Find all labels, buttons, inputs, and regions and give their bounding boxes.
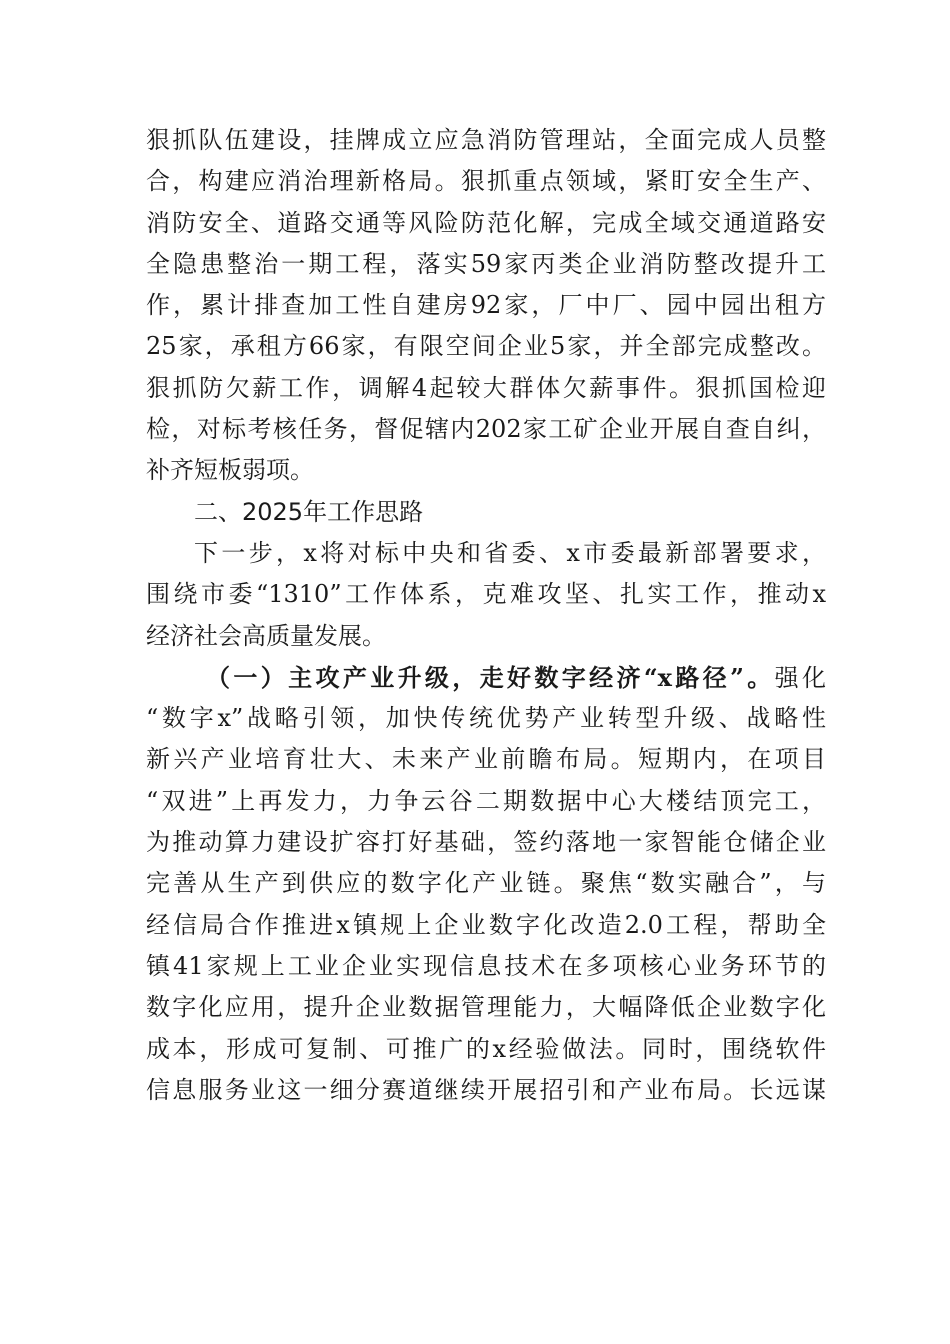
text-line: 完善从生产到供应的数字化产业链。聚焦“数实融合”，与 [146,869,826,898]
text-line: 下一步，x将对标中央和省委、x市委最新部署要求， [194,538,826,567]
text-line: 全隐患整治一期工程，落实59家丙类企业消防整改提升工 [146,249,826,278]
text-line: 补齐短板弱项。 [146,456,314,485]
text-line: 信息服务业这一细分赛道继续开展招引和产业布局。长远谋 [146,1075,826,1104]
text-line: “数字x”战略引领，加快传统优势产业转型升级、战略性 [146,704,826,733]
text-line: 消防安全、道路交通等风险防范化解，完成全域交通道路安 [146,208,826,237]
text-line: 围绕市委“1310”工作体系，克难攻坚、扎实工作，推动x [146,580,826,609]
text-line: 25家，承租方66家，有限空间企业5家，并全部完成整改。 [146,332,826,361]
text-line: 狠抓队伍建设，挂牌成立应急消防管理站，全面完成人员整 [146,126,826,154]
text-line: 新兴产业培育壮大、未来产业前瞻布局。短期内，在项目 [146,745,826,774]
subheading-tail: 强化 [774,663,827,692]
text-line: 狠抓防欠薪工作，调解4起较大群体欠薪事件。狠抓国检迎 [146,373,826,402]
paragraph-safety-work [146,120,826,492]
text-line: “双进”上再发力，力争云谷二期数据中心大楼结顶完工， [146,786,826,815]
document-body [146,120,826,1111]
text-line: 经济社会高质量发展。 [146,621,386,650]
text-line: 合，构建应消治理新格局。狠抓重点领域，紧盯安全生产、 [146,167,826,196]
subheading-line [146,657,826,698]
paragraph-next-steps [146,533,826,657]
section-heading: 二、2025年工作思路 [194,497,424,526]
subheading: （一）主攻产业升级，走好数字经济“x路径”。 [206,662,775,692]
text-line: 检，对标考核任务，督促辖内202家工矿企业开展自查自纠， [146,415,826,444]
text-line: 镇41家规上工业企业实现信息技术在多项核心业务环节的 [146,951,826,980]
text-line: 数字化应用，提升企业数据管理能力，大幅降低企业数字化 [146,993,826,1022]
paragraph-industry-upgrade [146,657,826,1111]
text-line: 成本，形成可复制、可推广的x经验做法。同时，围绕软件 [146,1034,826,1063]
text-line: 为推动算力建设扩容打好基础，签约落地一家智能仓储企业 [146,828,826,857]
text-line: 作，累计排查加工性自建房92家，厂中厂、园中园出租方 [146,291,826,320]
text-line: 经信局合作推进x镇规上企业数字化改造2.0工程，帮助全 [146,910,826,939]
